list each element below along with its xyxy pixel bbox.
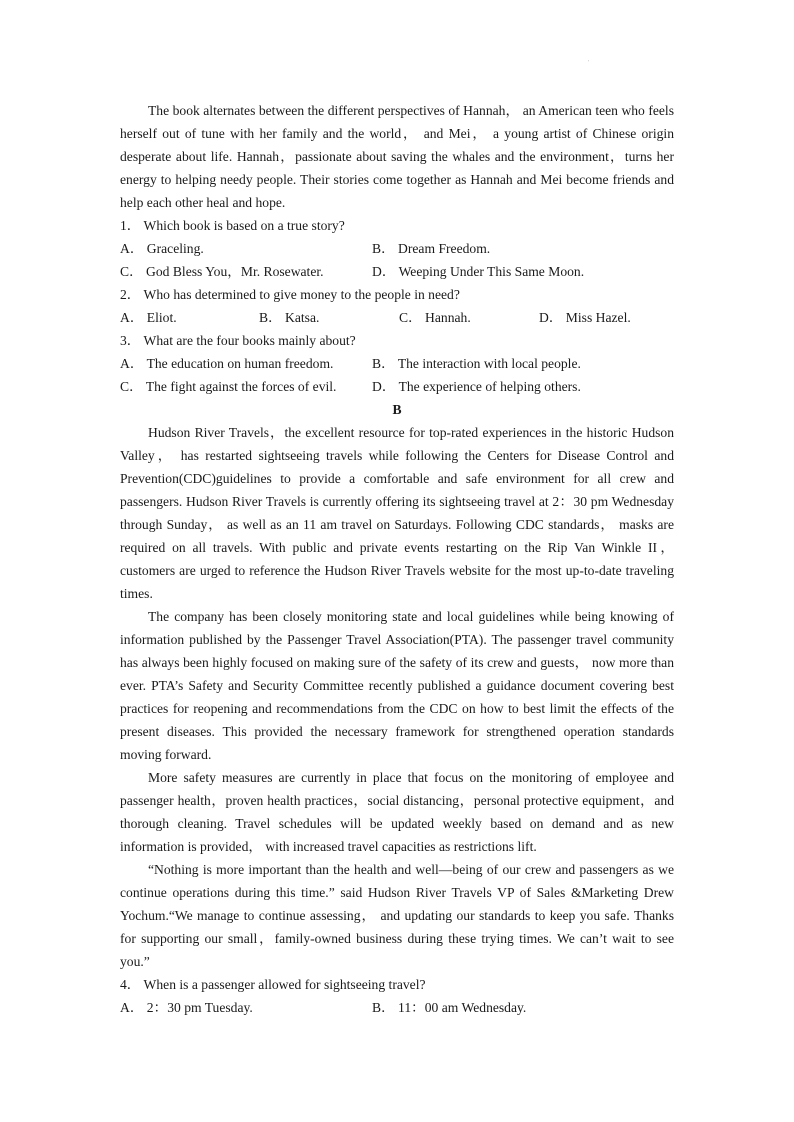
intro-paragraph: The book alternates between the different perspectives of Hannah， an American teen who feels herself out of tune with her family and the world， and Mei， a young artist of Chinese origin desperate about life. Hannah，passionate about saving the whales and the environment，turns her energy to helping needy people. Their stories come together as Hannah and Mei become friends and help each other heal and hope. (120, 103, 674, 210)
section-b-title: B (392, 402, 402, 417)
options-row (120, 375, 674, 398)
passage-b-paragraph-2: The company has been closely monitoring state and local guidelines while being knowing of information published by the Passenger Travel Association(PTA). The passenger travel community has always been highly focused on making sure of the safety of its crew and guests， now more than ever. PTA’s Safety and Security Committee recently published a guidance document covering best practices for reopening and recommendations from the CDC on how to best limit the effects of the present diseases. This provided the necessary framework for strengthened operation standards moving forward. (120, 609, 674, 762)
passage-b-paragraph-3: More safety measures are currently in place that focus on the monitoring of employee and passenger health，proven health practices，social distancing，personal protective equipment，and thorough cleaning. Travel schedules will be updated weekly based on demand and as new information is provided， with increased travel capacities as restrictions lift. (120, 770, 674, 854)
question-stem: 2． Who has determined to give money to the people in need? (120, 287, 460, 302)
document-page (120, 99, 674, 1019)
option-a: A． Graceling. (120, 241, 204, 256)
options-row (120, 352, 674, 375)
option-c: C． God Bless You，Mr. Rosewater. (120, 264, 324, 279)
question-stem: 1． Which book is based on a true story? (120, 218, 345, 233)
question-1 (120, 214, 674, 283)
passage-b-paragraph-4: “Nothing is more important than the health and well—being of our crew and passengers as we continue operations during this time.” said Hudson River Travels VP of Sales &Marketing Drew Yochum.“We manage to continue assessing， and updating our standards to keep you safe. Thanks for supporting our small，family-owned business during these trying times. We can’t wait to see you.” (120, 862, 674, 969)
question-stem: 3． What are the four books mainly about? (120, 333, 356, 348)
options-row (120, 260, 674, 283)
corner-mark: ' (588, 60, 590, 66)
question-3 (120, 329, 674, 398)
option-b: B． The interaction with local people. (372, 356, 581, 371)
option-b: B． Dream Freedom. (372, 241, 491, 256)
option-c: C． The fight against the forces of evil. (120, 379, 337, 394)
passage-b-paragraph-1: Hudson River Travels，the excellent resource for top-rated experiences in the historic Hudson Valley， has restarted sightseeing travels while following the Centers for Disease Control and Prevention(CDC)guidelines to provide a comfortable and safe environment for all crew and passengers. Hudson River Travels is currently offering its sightseeing travel at 2：30 pm Wednesday through Sunday， as well as an 11 am travel on Saturdays. Following CDC standards， masks are required on all travels. With public and private events restarting on the Rip Van Winkle II， customers are urged to reference the Hudson River Travels website for the most up-to-date traveling times. (120, 425, 674, 601)
option-a: A． Eliot. (120, 310, 177, 325)
option-c: C． Hannah. (399, 310, 471, 325)
option-d: D． Miss Hazel. (539, 310, 631, 325)
question-stem: 4． When is a passenger allowed for sightseeing travel? (120, 977, 426, 992)
question-2 (120, 283, 674, 329)
option-d: D． The experience of helping others. (372, 379, 581, 394)
option-a: A． The education on human freedom. (120, 356, 334, 371)
options-row (120, 237, 674, 260)
option-d: D． Weeping Under This Same Moon. (372, 264, 585, 279)
option-b: B． 11：00 am Wednesday. (372, 1000, 527, 1015)
options-row (120, 306, 674, 329)
question-4 (120, 973, 674, 1019)
option-a: A． 2：30 pm Tuesday. (120, 1000, 253, 1015)
option-b: B． Katsa. (259, 310, 320, 325)
options-row (120, 996, 674, 1019)
